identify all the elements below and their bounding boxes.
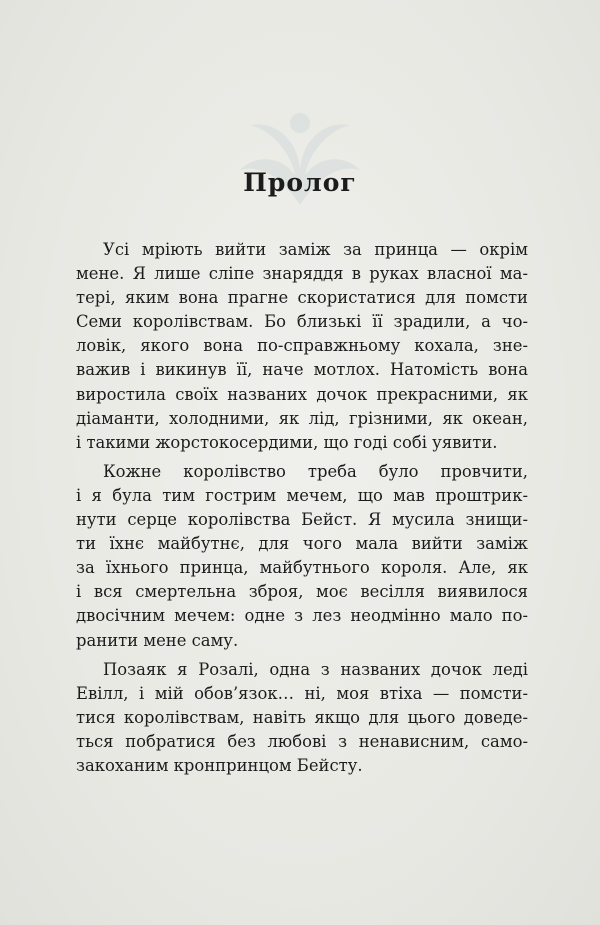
text-line: за їхнього принца, майбутнього короля. Але, як [76, 558, 528, 578]
text-line: ться побратися без любові з ненависним, само- [76, 731, 528, 751]
text-line: Позаяк я Розалі, одна з названих дочок леді [103, 659, 528, 679]
text-line: тися королівствам, навіть якщо для цього доведе- [76, 707, 528, 727]
faded-floral-ornament-icon [200, 95, 400, 215]
text-line: важив і викинув її, наче мотлох. Натомість вона [76, 360, 528, 380]
text-line: ловік, якого вона по-справжньому кохала, зне- [76, 336, 528, 356]
chapter-text [76, 238, 528, 783]
text-line: і вся смертельна зброя, моє весілля виявилося [76, 582, 528, 602]
text-line: і я була тим гострим мечем, що мав проштрик- [76, 485, 528, 505]
paragraph-1 [76, 238, 528, 455]
text-line: Евілл, і мій обов’язок… ні, моя втіха — помсти- [76, 683, 528, 703]
text-line: нути серце королівства Бейст. Я мусила знищи- [76, 510, 528, 530]
text-line: виростила своїх названих дочок прекрасними, як [76, 384, 528, 404]
text-line: діаманти, холодними, як лід, грізними, як океан, [76, 408, 528, 428]
text-line: ти їхнє майбутнє, для чого мала вийти заміж [76, 534, 528, 554]
text-line: закоханим кронпринцом Бейсту. [76, 755, 363, 775]
text-line: Усі мріють вийти заміж за принца — окрім [103, 240, 528, 259]
text-line: мене. Я лише сліпе знаряддя в руках власної ма- [76, 264, 528, 284]
text-line: Кожне королівство треба було провчити, [103, 461, 528, 481]
text-line: двосічним мечем: одне з лез неодмінно мало по- [76, 606, 528, 626]
text-line: тері, яким вона прагне скористатися для помсти [76, 288, 528, 308]
text-line: ранити мене саму. [76, 630, 239, 650]
text-line: і такими жорстокосердими, що годі собі уявити. [76, 432, 498, 452]
paragraph-3 [76, 658, 528, 778]
paragraph-2 [76, 460, 528, 653]
chapter-title: Пролог [243, 168, 357, 197]
text-line: Семи королівствам. Бо близькі її зрадили, а чо- [76, 312, 528, 332]
